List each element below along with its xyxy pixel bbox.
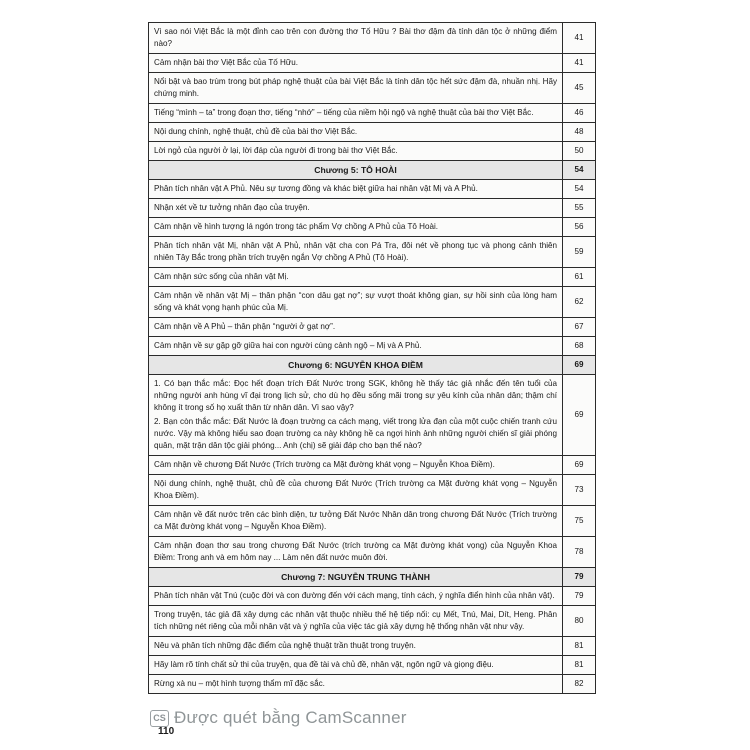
table-row bbox=[149, 180, 596, 199]
camscanner-watermark bbox=[150, 708, 407, 728]
camscanner-logo-icon: CS bbox=[150, 710, 169, 727]
toc-entry-text: Lời ngỏ của người ở lại, lời đáp của người đi trong bài thơ Việt Bắc. bbox=[149, 142, 563, 161]
table-row bbox=[149, 218, 596, 237]
toc-entry-text: Nhận xét về tư tưởng nhân đạo của truyện. bbox=[149, 199, 563, 218]
toc-entry-text: Nội dung chính, nghệ thuật, chủ đề của bài thơ Việt Bắc. bbox=[149, 123, 563, 142]
table-row bbox=[149, 287, 596, 318]
table-row bbox=[149, 104, 596, 123]
toc-entry-text: Phân tích nhân vật Mị, nhân vật A Phủ, nhân vật cha con Pá Tra, đôi nét về phong tục và phong cảnh thiên nhiên Tây Bắc trong phần trích truyện ngắn Vợ chồng A Phủ (Tô Hoài). bbox=[149, 237, 563, 268]
toc-entry-text: Rừng xà nu – một hình tượng thẩm mĩ đặc sắc. bbox=[149, 675, 563, 694]
toc-page-number: 68 bbox=[563, 337, 596, 356]
toc-entry-text: Phân tích nhân vật A Phủ. Nêu sự tương đồng và khác biệt giữa hai nhân vật Mị và A Phủ. bbox=[149, 180, 563, 199]
table-row bbox=[149, 268, 596, 287]
chapter-page-number: 54 bbox=[563, 161, 596, 180]
toc-entry-text: Nổi bật và bao trùm trong bút pháp nghệ thuật của bài Việt Bắc là tính dân tộc hết sức đậm đà, nhuần nhị. Hãy chứng minh. bbox=[149, 73, 563, 104]
toc-entry-text: Cảm nhận về A Phủ – thân phận “người ở gạt nợ”. bbox=[149, 318, 563, 337]
toc-page-number: 81 bbox=[563, 637, 596, 656]
toc-entry-text: Cảm nhận sức sống của nhân vật Mị. bbox=[149, 268, 563, 287]
question-2: 2. Bạn còn thắc mắc: Đất Nước là đoạn trường ca cách mạng, viết trong lửa đạn của một cuộc chiến tranh cứu nước. Vậy mà không hiểu sao đoạn trường ca này không hề ca ngợi hình ảnh những người chiến sĩ giải phóng quân, mặt trận dân tộc giải phóng... Anh (chị) sẽ giải đáp cho bạn thế nào? bbox=[154, 417, 557, 450]
toc-page-number: 48 bbox=[563, 123, 596, 142]
table-row bbox=[149, 606, 596, 637]
toc-entry-text: Trong truyện, tác giả đã xây dựng các nhân vật thuộc nhiều thế hệ tiếp nối: cụ Mết, Tnú, Mai, Dít, Heng. Phân tích những nét riêng của mỗi nhân vật và ý nghĩa của việc tác giả xây dựng hệ thống nhân vật như vậy. bbox=[149, 606, 563, 637]
toc-page-number: 67 bbox=[563, 318, 596, 337]
toc-page-number: 69 bbox=[563, 456, 596, 475]
toc-page-number: 41 bbox=[563, 54, 596, 73]
table-row bbox=[149, 73, 596, 104]
toc-entry-text: Cảm nhận bài thơ Việt Bắc của Tố Hữu. bbox=[149, 54, 563, 73]
toc-page-number: 79 bbox=[563, 587, 596, 606]
toc-page-number: 80 bbox=[563, 606, 596, 637]
table-row bbox=[149, 123, 596, 142]
toc-page-number: 55 bbox=[563, 199, 596, 218]
table-row bbox=[149, 318, 596, 337]
table-row bbox=[149, 337, 596, 356]
toc-page-number: 82 bbox=[563, 675, 596, 694]
question-1: 1. Có bạn thắc mắc: Đọc hết đoạn trích Đất Nước trong SGK, không hề thấy tác giả nhắc đến tên tuổi của những người anh hùng vĩ đại trong lịch sử, cho dù họ đều sống mãi trong sự yêu kính của nhân dân; thậm chí không ít trong số họ xuất thân từ nhân dân. Vì sao vậy? bbox=[154, 379, 557, 412]
toc-page-number: 62 bbox=[563, 287, 596, 318]
toc-entry-text: Cảm nhận về nhân vật Mị – thân phận “con dâu gạt nợ”; sự vượt thoát không gian, sự hồi sinh của lòng ham sống và khát vọng hạnh phúc của Mị. bbox=[149, 287, 563, 318]
table-row bbox=[149, 637, 596, 656]
table-row bbox=[149, 456, 596, 475]
toc-entry-text: Vì sao nói Việt Bắc là một đỉnh cao trên con đường thơ Tố Hữu ? Bài thơ đậm đà tính dân tộc ở những điểm nào? bbox=[149, 23, 563, 54]
chapter-title: Chương 7: NGUYỄN TRUNG THÀNH bbox=[149, 568, 563, 587]
toc-entry-text: Cảm nhận về sự gặp gỡ giữa hai con người cùng cảnh ngộ – Mị và A Phủ. bbox=[149, 337, 563, 356]
toc-table bbox=[148, 22, 596, 694]
toc-entry-text: Cảm nhận về đất nước trên các bình diện, tư tưởng Đất Nước Nhân dân trong chương Đất Nước (Trích trường ca Mặt đường khát vọng – Nguyễn Khoa Điềm). bbox=[149, 506, 563, 537]
toc-entry-text: Tiếng “mình – ta” trong đoạn thơ, tiếng “nhớ” – tiếng của niềm hội ngộ và nghệ thuật của bài thơ Việt Bắc. bbox=[149, 104, 563, 123]
toc-entry-text: Phân tích nhân vật Tnú (cuộc đời và con đường đến với cách mạng, tính cách, ý nghĩa điển hình của nhân vật). bbox=[149, 587, 563, 606]
table-of-contents-page bbox=[148, 22, 596, 694]
chapter-title: Chương 6: NGUYỄN KHOA ĐIỀM bbox=[149, 356, 563, 375]
toc-page-number: 56 bbox=[563, 218, 596, 237]
table-row bbox=[149, 475, 596, 506]
table-row bbox=[149, 506, 596, 537]
toc-page-number: 81 bbox=[563, 656, 596, 675]
toc-entry-text: Nêu và phân tích những đặc điểm của nghệ thuật trần thuật trong truyện. bbox=[149, 637, 563, 656]
chapter-heading-row bbox=[149, 356, 596, 375]
toc-entry-text: Cảm nhận về chương Đất Nước (Trích trường ca Mặt đường khát vọng – Nguyễn Khoa Điềm). bbox=[149, 456, 563, 475]
toc-page-number: 59 bbox=[563, 237, 596, 268]
table-row bbox=[149, 54, 596, 73]
table-row bbox=[149, 23, 596, 54]
toc-entry-text: Cảm nhận về hình tượng lá ngón trong tác phẩm Vợ chồng A Phủ của Tô Hoài. bbox=[149, 218, 563, 237]
chapter-page-number: 69 bbox=[563, 356, 596, 375]
toc-page-number: 50 bbox=[563, 142, 596, 161]
question-list bbox=[149, 375, 563, 456]
toc-page-number: 41 bbox=[563, 23, 596, 54]
chapter-heading-row bbox=[149, 161, 596, 180]
table-row bbox=[149, 199, 596, 218]
toc-page-number: 69 bbox=[563, 375, 596, 456]
toc-page-number: 54 bbox=[563, 180, 596, 199]
toc-entry-text: Cảm nhận đoạn thơ sau trong chương Đất Nước (trích trường ca Mặt đường khát vọng) của Nguyễn Khoa Điềm: Trong anh và em hôm nay ... Làm nên đất nước muôn đời. bbox=[149, 537, 563, 568]
camscanner-text: Được quét bằng CamScanner bbox=[174, 708, 407, 727]
toc-page-number: 61 bbox=[563, 268, 596, 287]
toc-page-number: 78 bbox=[563, 537, 596, 568]
table-row bbox=[149, 587, 596, 606]
page-number: 110 bbox=[158, 726, 175, 737]
toc-page-number: 73 bbox=[563, 475, 596, 506]
toc-entry-text: Hãy làm rõ tính chất sử thi của truyện, qua đề tài và chủ đề, nhân vật, ngôn ngữ và giọng điệu. bbox=[149, 656, 563, 675]
chapter-page-number: 79 bbox=[563, 568, 596, 587]
table-row bbox=[149, 675, 596, 694]
toc-page-number: 45 bbox=[563, 73, 596, 104]
chapter-heading-row bbox=[149, 568, 596, 587]
table-row bbox=[149, 375, 596, 456]
table-row bbox=[149, 237, 596, 268]
table-row bbox=[149, 142, 596, 161]
toc-page-number: 46 bbox=[563, 104, 596, 123]
table-row bbox=[149, 656, 596, 675]
chapter-title: Chương 5: TÔ HOÀI bbox=[149, 161, 563, 180]
toc-page-number: 75 bbox=[563, 506, 596, 537]
toc-entry-text: Nội dung chính, nghệ thuật, chủ đề của chương Đất Nước (Trích trường ca Mặt đường khát vọng – Nguyễn Khoa Điềm). bbox=[149, 475, 563, 506]
table-row bbox=[149, 537, 596, 568]
